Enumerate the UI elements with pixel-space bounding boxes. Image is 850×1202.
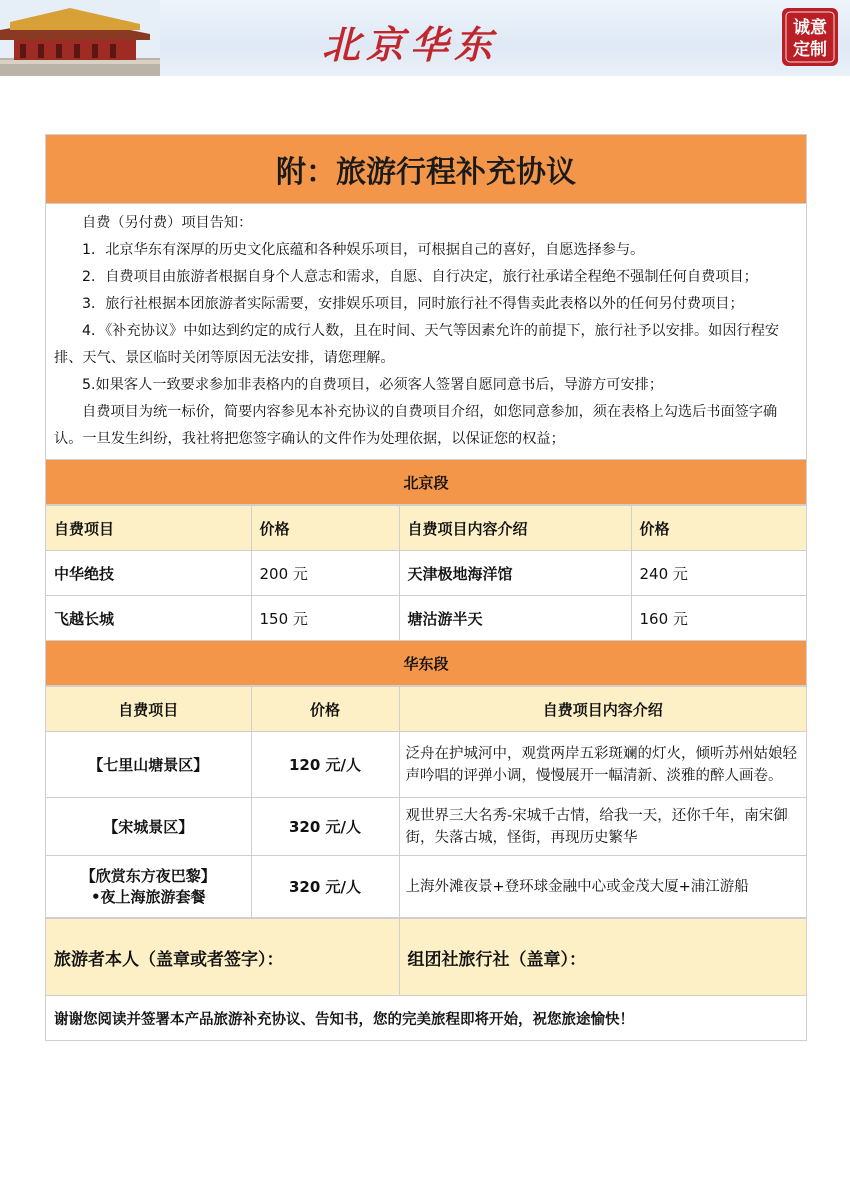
table-row — [46, 732, 806, 798]
svg-text:定制: 定制 — [793, 40, 827, 60]
table-row — [46, 856, 806, 918]
item-name-sub: •夜上海旅游套餐 — [90, 887, 206, 906]
seal-stamp — [780, 6, 840, 68]
item-name: 天津极地海洋馆 — [399, 551, 631, 596]
column-header: 自费项目 — [46, 687, 251, 732]
column-header: 自费项目内容介绍 — [399, 687, 806, 732]
table-row — [46, 798, 806, 856]
agreement-document — [45, 134, 807, 1041]
item-name: 【七里山塘景区】 — [46, 732, 251, 798]
tourist-signature-field[interactable]: 旅游者本人（盖章或者签字）： — [46, 919, 399, 996]
item-name: 飞越长城 — [46, 596, 251, 641]
agency-stamp-field[interactable]: 组团社旅行社（盖章）： — [399, 919, 806, 996]
column-header: 自费项目 — [46, 506, 251, 551]
notice-section — [46, 204, 806, 460]
item-price: 240 元 — [631, 551, 806, 596]
huadong-table — [46, 686, 806, 918]
signature-table — [46, 918, 806, 996]
column-header: 价格 — [251, 687, 399, 732]
item-price: 120 元/人 — [251, 732, 399, 798]
table-row — [46, 551, 806, 596]
item-name: 中华绝技 — [46, 551, 251, 596]
item-price: 160 元 — [631, 596, 806, 641]
svg-text:诚意: 诚意 — [793, 18, 827, 38]
notice-line: 自费（另付费）项目告知： — [82, 215, 253, 231]
notice-line: 5.如果客人一致要求参加非表格内的自费项目，必须客人签署自愿同意书后，导游方可安排； — [82, 377, 664, 393]
document-title: 附：旅游行程补充协议 — [46, 135, 806, 204]
palace-illustration — [0, 0, 160, 76]
item-name: 塘沽游半天 — [399, 596, 631, 641]
huadong-section-title: 华东段 — [46, 641, 806, 686]
item-name: 【宋城景区】 — [46, 798, 251, 856]
brand-title: 北京华东 — [322, 22, 499, 67]
item-price: 320 元/人 — [251, 798, 399, 856]
column-header: 自费项目内容介绍 — [399, 506, 631, 551]
item-description: 上海外滩夜景+登环球金融中心或金茂大厦+浦江游船 — [399, 856, 806, 918]
table-header-row — [46, 687, 806, 732]
signature-row — [46, 919, 806, 996]
notice-line: 4．《补充协议》中如达到约定的成行人数，且在时间、天气等因素允许的前提下，旅行社予以安排。如因行程安排、天气、景区临时关闭等原因无法安排，请您理解。 — [54, 323, 780, 366]
header-banner — [0, 0, 850, 76]
notice-line: 自费项目为统一标价，简要内容参见本补充协议的自费项目介绍，如您同意参加，须在表格上勾选后书面签字确认。一旦发生纠纷，我社将把您签字确认的文件作为处理依据，以保证您的权益； — [54, 404, 778, 447]
column-header: 价格 — [251, 506, 399, 551]
beijing-table — [46, 505, 806, 641]
item-name: 【欣赏东方夜巴黎】 — [80, 866, 216, 885]
notice-line: 2．自费项目由旅游者根据自身个人意志和需求，自愿、自行决定，旅行社承诺全程绝不强制任何自费项目； — [82, 269, 758, 285]
notice-line: 3．旅行社根据本团旅游者实际需要，安排娱乐项目，同时旅行社不得售卖此表格以外的任何另付费项目； — [82, 296, 744, 312]
item-price: 320 元/人 — [251, 856, 399, 918]
item-description: 观世界三大名秀-宋城千古情，给我一天，还你千年，南宋御街，失落古城，怪街，再现历史繁华 — [399, 798, 806, 856]
notice-line: 1．北京华东有深厚的历史文化底蕴和各种娱乐项目，可根据自己的喜好，自愿选择参与。 — [82, 242, 645, 258]
column-header: 价格 — [631, 506, 806, 551]
item-price: 200 元 — [251, 551, 399, 596]
item-description: 泛舟在护城河中，观赏两岸五彩斑斓的灯火，倾听苏州姑娘轻声吟唱的评弹小调，慢慢展开一幅清新、淡雅的醉人画卷。 — [399, 732, 806, 798]
thanks-note: 谢谢您阅读并签署本产品旅游补充协议、告知书，您的完美旅程即将开始，祝您旅途愉快！ — [54, 1011, 634, 1028]
item-price: 150 元 — [251, 596, 399, 641]
table-header-row — [46, 506, 806, 551]
table-row — [46, 596, 806, 641]
beijing-section-title: 北京段 — [46, 460, 806, 505]
item-name-cell — [46, 856, 251, 918]
